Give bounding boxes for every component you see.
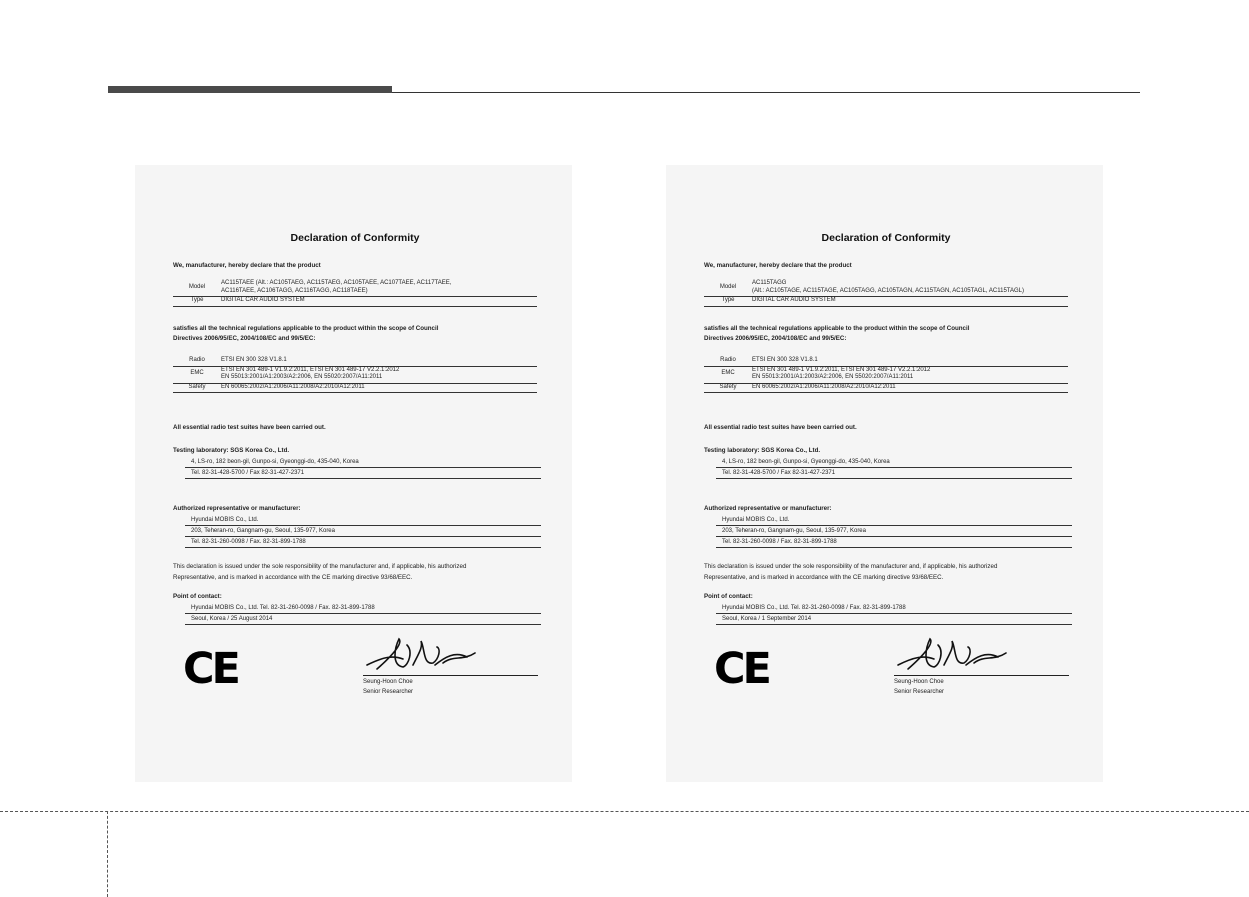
radio-row: [704, 357, 1068, 366]
ce-mark: CE: [183, 644, 238, 694]
emc-value: [752, 366, 1068, 383]
model-value-line: AC116TAEE, AC106TAGG, AC116TAGG, AC118TAEE): [221, 287, 368, 294]
lab-phone: Tel. 82-31-428-5700 / Fax 82-31-427-2371: [716, 468, 1072, 479]
declaration-line: This declaration is issued under the sole responsibility of the manufacturer and, if applicable, his authorized: [173, 563, 467, 570]
model-value-line: AC115TAGG: [752, 280, 787, 286]
model-value: [221, 280, 537, 297]
essential-text: All essential radio test suites have been carried out.: [704, 424, 857, 431]
emc-label: EMC: [173, 366, 221, 383]
radio-label: Radio: [704, 357, 752, 366]
model-row: [704, 280, 1068, 297]
standards-table: [704, 357, 1068, 393]
emc-value-line: ETSI EN 301 489-1 V1.9.2:2011, ETSI EN 301 489-17 V2.2.1:2012: [752, 366, 931, 373]
signer-title: Senior Researcher: [894, 689, 945, 695]
lab-block: [173, 457, 537, 479]
doc-title: Declaration of Conformity: [821, 232, 951, 244]
declaration-line: Representative, and is marked in accordance with the CE marking directive 93/68/EEC.: [704, 574, 944, 581]
intro-text: We, manufacturer, hereby declare that the product: [173, 262, 321, 269]
model-value-line: AC115TAEE (Alt.: AC105TAEG, AC115TAEG, AC105TAEE, AC107TAEE, AC117TAEE,: [221, 280, 452, 286]
type-label: Type: [704, 297, 752, 307]
signature-line: [894, 675, 1069, 676]
emc-value-line: EN 55013:2001/A1:2003/A2:2006, EN 55020:2007/A11:2011: [221, 374, 383, 380]
type-row: [173, 297, 537, 307]
satisfies-line: Directives 2006/95/EC, 2004/108/EC and 99/5/EC:: [173, 335, 316, 342]
standards-table: [173, 357, 537, 393]
auth-address: 203, Teheran-ro, Gangnam-gu, Seoul, 135-977, Korea: [716, 526, 1072, 537]
auth-name: Hyundai MOBIS Co., Ltd.: [185, 515, 541, 526]
model-value-line: (Alt.: AC105TAGE, AC115TAGE, AC105TAGG, AC105TAGN, AC115TAGN, AC105TAGL, AC115TAGL): [752, 287, 1025, 294]
auth-phone: Tel. 82-31-260-0098 / Fax. 82-31-899-1788: [185, 537, 541, 548]
signature-block: [363, 635, 538, 705]
auth-name: Hyundai MOBIS Co., Ltd.: [716, 515, 1072, 526]
contact-block: [704, 603, 1068, 625]
emc-label: EMC: [704, 366, 752, 383]
contact-block: [173, 603, 537, 625]
satisfies-line: satisfies all the technical regulations applicable to the product within the scope of Council: [173, 325, 439, 332]
radio-row: [173, 357, 537, 366]
type-row: [704, 297, 1068, 307]
auth-heading: Authorized representative or manufacturer:: [173, 505, 301, 512]
place-date: Seoul, Korea / 25 August 2014: [185, 614, 541, 625]
lab-address: 4, LS-ro, 182 beon-gil, Gunpo-si, Gyeonggi-do, 435-040, Korea: [716, 457, 1072, 468]
contact-heading: Point of contact:: [173, 593, 222, 600]
auth-address: 203, Teheran-ro, Gangnam-gu, Seoul, 135-977, Korea: [185, 526, 541, 537]
auth-heading: Authorized representative or manufacturer:: [704, 505, 832, 512]
auth-block: [173, 515, 537, 548]
radio-value: ETSI EN 300 328 V1.8.1: [752, 357, 1068, 366]
essential-text: All essential radio test suites have been carried out.: [173, 424, 326, 431]
type-label: Type: [173, 297, 221, 307]
declaration-right: [666, 165, 1103, 782]
footer-dashed-divider: [107, 811, 108, 897]
safety-row: [704, 383, 1068, 393]
signature-image: [894, 635, 1014, 677]
emc-value-line: EN 55013:2001/A1:2003/A2:2006, EN 55020:2007/A11:2011: [752, 374, 914, 380]
lab-block: [704, 457, 1068, 479]
declaration-line: This declaration is issued under the sole responsibility of the manufacturer and, if applicable, his authorized: [704, 563, 998, 570]
safety-value: EN 60065:2002/A1:2006/A11:2008/A2:2010/A12:2011: [221, 383, 537, 393]
declaration-line: Representative, and is marked in accordance with the CE marking directive 93/68/EEC.: [173, 574, 413, 581]
auth-block: [704, 515, 1068, 548]
header-rule: [392, 92, 1140, 93]
radio-label: Radio: [173, 357, 221, 366]
safety-row: [173, 383, 537, 393]
doc-title: Declaration of Conformity: [290, 232, 420, 244]
signer-title: Senior Researcher: [363, 689, 414, 695]
ce-mark: CE: [714, 644, 769, 694]
contact-heading: Point of contact:: [704, 593, 753, 600]
lab-address: 4, LS-ro, 182 beon-gil, Gunpo-si, Gyeonggi-do, 435-040, Korea: [185, 457, 541, 468]
model-label: Model: [704, 280, 752, 297]
product-table: [704, 280, 1068, 307]
model-label: Model: [173, 280, 221, 297]
lab-phone: Tel. 82-31-428-5700 / Fax 82-31-427-2371: [185, 468, 541, 479]
intro-text: We, manufacturer, hereby declare that the product: [704, 262, 852, 269]
emc-value: [221, 366, 537, 383]
lab-heading: Testing laboratory: SGS Korea Co., Ltd.: [173, 447, 290, 454]
product-table: [173, 280, 537, 307]
emc-row: [173, 366, 537, 383]
header-accent-bar: [108, 86, 392, 93]
contact-line: Hyundai MOBIS Co., Ltd. Tel. 82-31-260-0098 / Fax. 82-31-899-1788: [185, 603, 541, 614]
emc-row: [704, 366, 1068, 383]
contact-line: Hyundai MOBIS Co., Ltd. Tel. 82-31-260-0098 / Fax. 82-31-899-1788: [716, 603, 1072, 614]
emc-value-line: ETSI EN 301 489-1 V1.9.2:2011, ETSI EN 301 489-17 V2.2.1:2012: [221, 366, 400, 373]
signer-name: Seung-Hoon Choe: [894, 679, 944, 685]
signer-name: Seung-Hoon Choe: [363, 679, 413, 685]
satisfies-line: satisfies all the technical regulations applicable to the product within the scope of Council: [704, 325, 970, 332]
model-value: [752, 280, 1068, 297]
declaration-left: [135, 165, 572, 782]
type-value: DIGITAL CAR AUDIO SYSTEM: [221, 297, 537, 307]
radio-value: ETSI EN 300 328 V1.8.1: [221, 357, 537, 366]
footer-dashed-rule: [0, 811, 1249, 812]
signature-block: [894, 635, 1069, 705]
place-date: Seoul, Korea / 1 September 2014: [716, 614, 1072, 625]
lab-heading: Testing laboratory: SGS Korea Co., Ltd.: [704, 447, 821, 454]
safety-label: Safety: [704, 383, 752, 393]
signature-line: [363, 675, 538, 676]
type-value: DIGITAL CAR AUDIO SYSTEM: [752, 297, 1068, 307]
safety-label: Safety: [173, 383, 221, 393]
auth-phone: Tel. 82-31-260-0098 / Fax. 82-31-899-1788: [716, 537, 1072, 548]
satisfies-line: Directives 2006/95/EC, 2004/108/EC and 99/5/EC:: [704, 335, 847, 342]
model-row: [173, 280, 537, 297]
safety-value: EN 60065:2002/A1:2006/A11:2008/A2:2010/A12:2011: [752, 383, 1068, 393]
signature-image: [363, 635, 483, 677]
